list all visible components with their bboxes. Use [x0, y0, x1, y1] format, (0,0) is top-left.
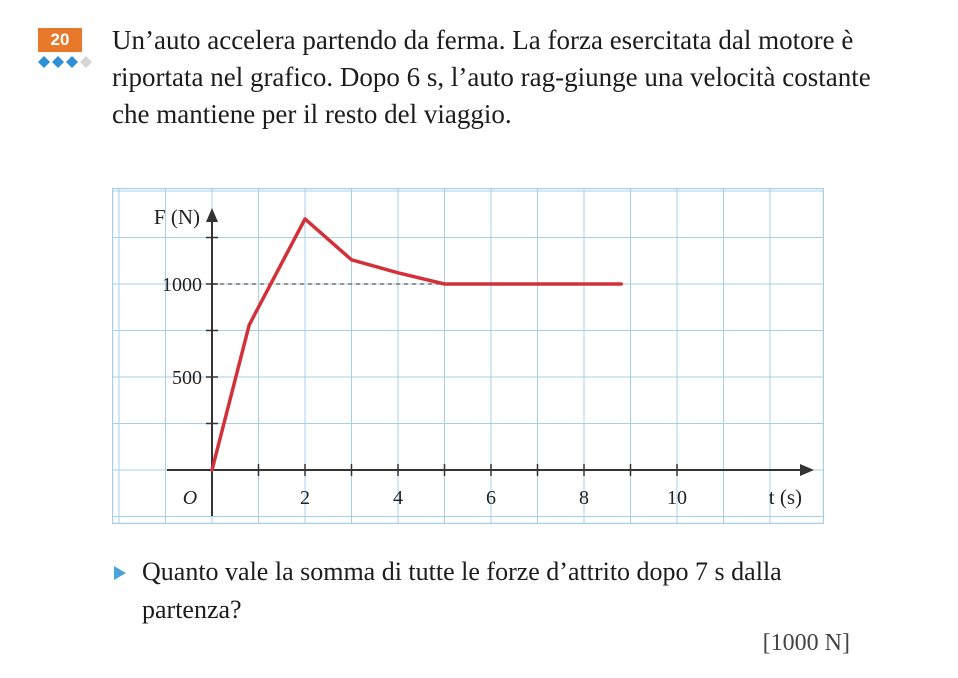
x-tick-label: 6	[486, 487, 496, 509]
exercise-number-badge: 20	[38, 28, 82, 52]
x-axis-arrow-icon	[800, 464, 814, 476]
x-tick-label: 4	[393, 487, 403, 509]
difficulty-diamond	[52, 56, 64, 68]
question	[112, 553, 872, 629]
difficulty-diamond	[66, 56, 78, 68]
x-tick-label: 2	[300, 487, 310, 509]
chart-frame	[113, 189, 824, 524]
x-axis-label: t (s)	[768, 485, 802, 509]
answer-text: [1000 N]	[762, 630, 850, 656]
force-curve	[212, 219, 621, 470]
problem-text: Un’auto accelera partendo da ferma. La forza esercitata dal motore è riportata nel grafico. Dopo 6 s, l’auto rag-giunge una velocità costante che mantiene per il resto del viaggio.	[112, 25, 871, 129]
y-tick-label: 1000	[162, 274, 202, 296]
force-time-chart	[112, 188, 824, 524]
question-text: Quanto vale la somma di tutte le forze d’attrito dopo 7 s dalla partenza?	[142, 557, 782, 624]
x-tick-label: 10	[667, 487, 687, 509]
difficulty-diamond	[80, 56, 92, 68]
difficulty-diamonds-icon	[37, 55, 97, 69]
triangle-bullet-icon	[112, 565, 128, 581]
y-axis-arrow-icon	[206, 208, 218, 222]
difficulty-diamond	[38, 56, 50, 68]
x-tick-label: 8	[579, 487, 589, 509]
origin-label: O	[182, 487, 198, 509]
y-axis-label: F (N)	[153, 205, 200, 229]
y-tick-label: 500	[172, 367, 202, 389]
